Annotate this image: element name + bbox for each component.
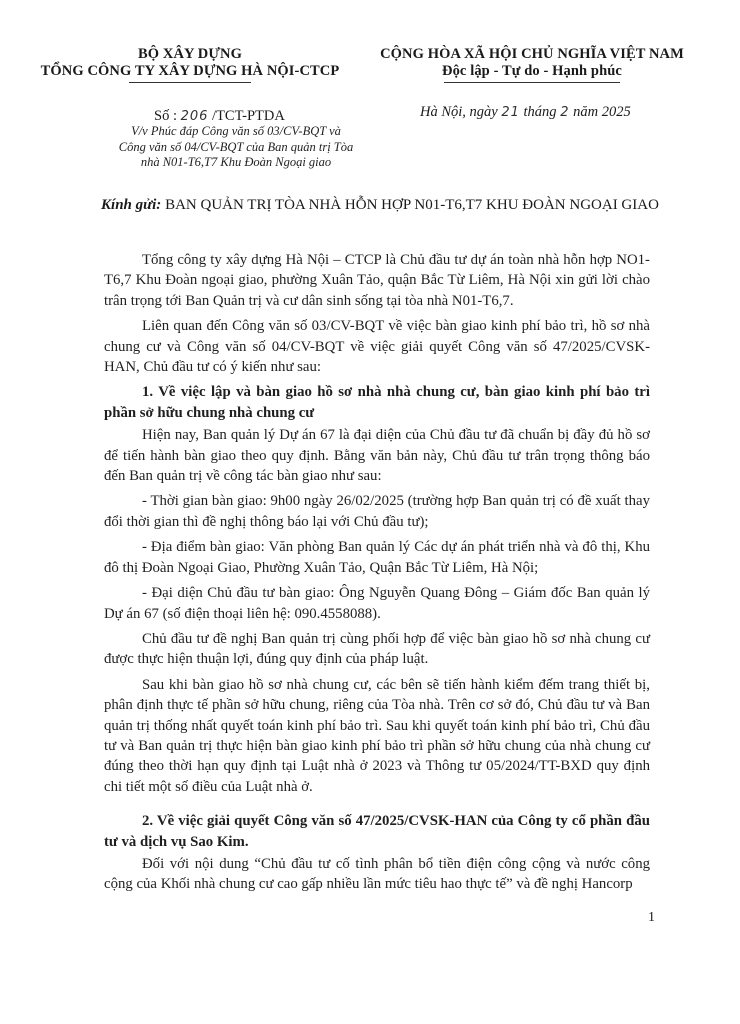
document-date	[420, 104, 631, 121]
issuer-block	[40, 46, 340, 83]
letter-body	[104, 250, 650, 900]
recipient-label: Kính gửi:	[101, 197, 162, 213]
motto: Độc lập - Tự do - Hạnh phúc	[442, 63, 622, 79]
paragraph-electricity: Đối với nội dung “Chủ đầu tư cố tình phân bổ tiền điện công cộng và nước công cộng của Khối nhà chung cư cao gấp nhiều lần mức tiêu hao thực tế” và đề nghị Hancorp	[104, 855, 650, 893]
doc-number-suffix: /TCT-PTDA	[208, 108, 285, 124]
paragraph-handover-time: - Thời gian bàn giao: 9h00 ngày 26/02/2025 (trường hợp Ban quản trị có đề xuất thay đổi thời gian thì đề nghị thông báo lại với Chủ đầu tư);	[104, 493, 650, 530]
paragraph-handover-intro: Hiện nay, Ban quản lý Dự án 67 là đại diện của Chủ đầu tư đã chuẩn bị đầy đủ hồ sơ để tiến hành bàn giao theo quy định. Bằng văn bản này, Chủ đầu tư trân trọng thông báo đến Ban quản trị về công tác bàn giao như sau:	[104, 427, 650, 485]
section-1-heading: 1. Về việc lập và bàn giao hồ sơ nhà nhà chung cư, bàn giao kinh phí bảo trì phần sở hữu chung nhà chung cư	[104, 384, 650, 421]
paragraph-cooperation: Chủ đầu tư đề nghị Ban quản trị cùng phối hợp để việc bàn giao hồ sơ nhà chung cư được thực hiện thuận lợi, đúng quy định của pháp luật.	[104, 630, 650, 668]
section-2-heading: 2. Về việc giải quyết Công văn số 47/2025/CVSK-HAN của Công ty cổ phần đầu tư và dịch vụ Sao Kim.	[104, 813, 650, 850]
page-number: 1	[648, 910, 655, 925]
recipient-name: BAN QUẢN TRỊ TÒA NHÀ HỖN HỢP N01-T6,T7 KHU ĐOÀN NGOẠI GIAO	[161, 197, 659, 213]
date-prefix: Hà Nội, ngày	[420, 104, 502, 120]
doc-number-handwritten: 206	[180, 109, 209, 124]
date-month: 2	[560, 105, 570, 120]
subject-line: V/v Phúc đáp Công văn số 03/CV-BQT và Công văn số 04/CV-BQT của Ban quản trị Tòa nhà N01-T6,T7 Khu Đoàn Ngoại giao	[118, 124, 354, 169]
motto-underline	[444, 82, 620, 83]
date-day: 21	[501, 105, 520, 120]
country-name: CỘNG HÒA XÃ HỘI CHỦ NGHĨA VIỆT NAM	[380, 46, 684, 62]
document-number	[154, 108, 285, 125]
paragraph-handover-location: - Địa điểm bàn giao: Văn phòng Ban quản lý Các dự án phát triển nhà và đô thị, Khu đô thị Đoàn Ngoại Giao, Phường Xuân Tảo, Quận Bắc Từ Liêm, Hà Nội;	[104, 539, 650, 576]
date-suffix: năm 2025	[569, 104, 631, 120]
ministry-name: BỘ XÂY DỰNG	[138, 46, 242, 62]
recipient	[100, 194, 660, 216]
doc-number-prefix: Số :	[154, 108, 181, 124]
date-mid: tháng	[519, 104, 561, 120]
national-motto-block	[352, 46, 712, 83]
company-name: TỔNG CÔNG TY XÂY DỰNG HÀ NỘI-CTCP	[40, 63, 340, 79]
paragraph-intro: Tổng công ty xây dựng Hà Nội – CTCP là Chủ đầu tư dự án toàn nhà hỗn hợp NO1-T6,7 Khu Đoàn ngoại giao, phường Xuân Tảo, quận Bắc Từ Liêm, Hà Nội xin gửi lời chào trân trọng tới Ban Quản trị và cư dân sinh sống tại tòa nhà N01-T6,7.	[104, 252, 650, 309]
paragraph-settlement: Sau khi bàn giao hồ sơ nhà chung cư, các bên sẽ tiến hành kiểm đếm trang thiết bị, phân định thực tế phần sở hữu chung, riêng của Tòa nhà. Trên cơ sở đó, Chủ đầu tư và Ban quản trị thống nhất quyết toán kinh phí bảo trì. Sau khi quyết toán kinh phí bảo trì, Chủ đầu tư và Ban quản trị thực hiện bàn giao kinh phí bảo trì phần sở hữu chung của nhà chung cư đúng theo thời hạn quy định tại Luật nhà ở 2023 và Thông tư 05/2024/TT-BXD quy định chi tiết một số điều của Luật nhà ở.	[104, 676, 650, 795]
paragraph-handover-representative: - Đại diện Chủ đầu tư bàn giao: Ông Nguyễn Quang Đông – Giám đốc Ban quản lý Dự án 67 (số điện thoại liên hệ: 090.4558088).	[104, 585, 650, 622]
paragraph-reference: Liên quan đến Công văn số 03/CV-BQT về việc bàn giao kinh phí bảo trì, hồ sơ nhà chung cư và Công văn số 04/CV-BQT về việc giải quyết Công văn số 47/2025/CVSK-HAN, Chủ đầu tư có ý kiến như sau:	[104, 318, 650, 376]
issuer-underline	[129, 82, 251, 83]
